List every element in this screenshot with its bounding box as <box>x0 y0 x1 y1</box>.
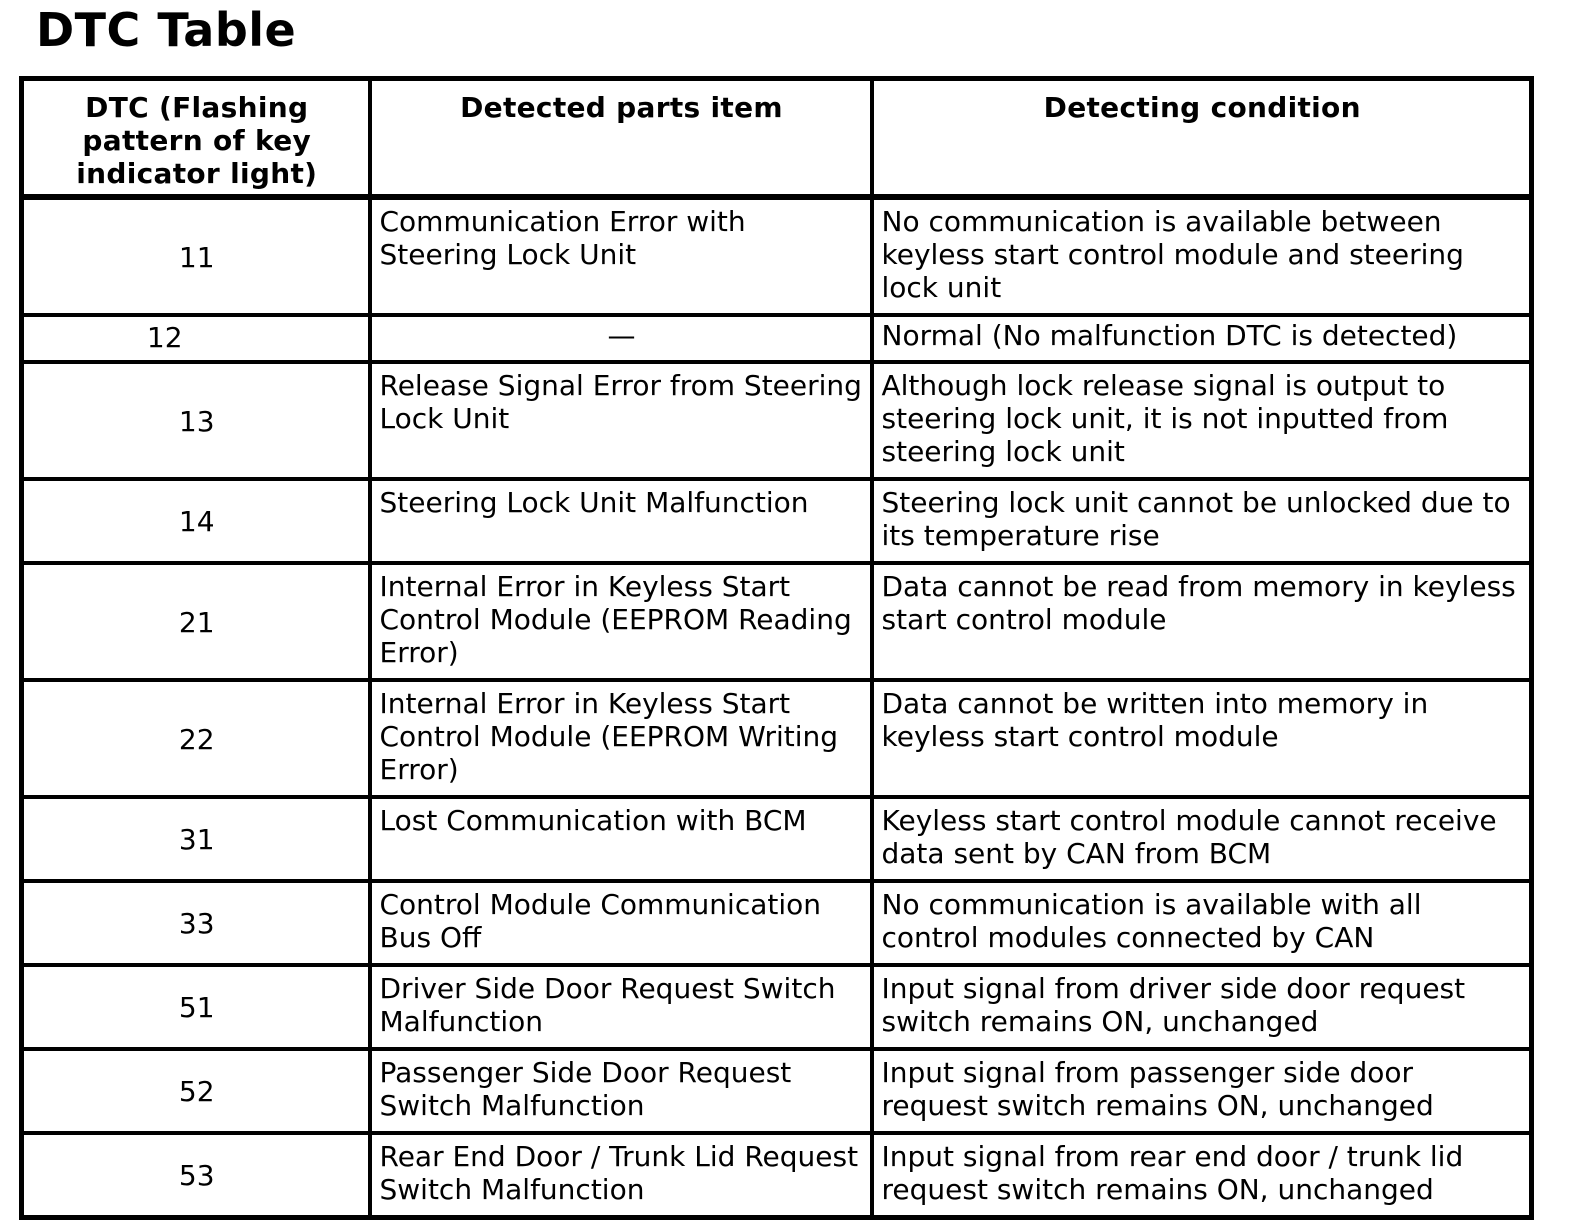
column-header-detecting-condition: Detecting condition <box>872 79 1532 198</box>
detecting-condition: Input signal from passenger side door request switch remains ON, unchanged <box>872 1049 1532 1133</box>
page-title: DTC Table <box>36 3 297 57</box>
detecting-condition: Data cannot be read from memory in keyless start control module <box>872 563 1532 680</box>
dtc-code: 11 <box>22 197 370 315</box>
detecting-condition: Keyless start control module cannot receive data sent by CAN from BCM <box>872 797 1532 881</box>
table-row <box>22 479 1532 563</box>
column-header-dtc: DTC (Flashing pattern of key indicator light) <box>22 79 370 198</box>
detected-parts-item: Steering Lock Unit Malfunction <box>370 479 872 563</box>
dtc-code: 14 <box>22 479 370 563</box>
dtc-code: 53 <box>22 1133 370 1218</box>
dtc-table <box>19 76 1534 1220</box>
detected-parts-item: Control Module Communication Bus Off <box>370 881 872 965</box>
detected-parts-item: Passenger Side Door Request Switch Malfunction <box>370 1049 872 1133</box>
detected-parts-item: Release Signal Error from Steering Lock Unit <box>370 362 872 479</box>
detecting-condition: Input signal from rear end door / trunk lid request switch remains ON, unchanged <box>872 1133 1532 1218</box>
dtc-code: 13 <box>22 362 370 479</box>
dtc-code: 51 <box>22 965 370 1049</box>
dtc-code: 31 <box>22 797 370 881</box>
table-row <box>22 680 1532 797</box>
detected-parts-item: Driver Side Door Request Switch Malfunction <box>370 965 872 1049</box>
detecting-condition: No communication is available between keyless start control module and steering lock unit <box>872 197 1532 315</box>
table-row <box>22 881 1532 965</box>
dtc-code: 12 <box>22 315 370 362</box>
detecting-condition: Normal (No malfunction DTC is detected) <box>872 315 1532 362</box>
table-row <box>22 197 1532 315</box>
table-row <box>22 965 1532 1049</box>
dtc-code: 22 <box>22 680 370 797</box>
table-header-row <box>22 79 1532 198</box>
table-row <box>22 563 1532 680</box>
table-row <box>22 797 1532 881</box>
dtc-code: 21 <box>22 563 370 680</box>
detecting-condition: Steering lock unit cannot be unlocked due to its temperature rise <box>872 479 1532 563</box>
table-row <box>22 1049 1532 1133</box>
column-header-detected-parts-item: Detected parts item <box>370 79 872 198</box>
detected-parts-item: — <box>370 315 872 362</box>
detecting-condition: Data cannot be written into memory in keyless start control module <box>872 680 1532 797</box>
detected-parts-item: Communication Error with Steering Lock Unit <box>370 197 872 315</box>
detecting-condition: Although lock release signal is output to steering lock unit, it is not inputted from steering lock unit <box>872 362 1532 479</box>
detected-parts-item: Lost Communication with BCM <box>370 797 872 881</box>
detected-parts-item: Internal Error in Keyless Start Control Module (EEPROM Reading Error) <box>370 563 872 680</box>
dtc-code: 52 <box>22 1049 370 1133</box>
detecting-condition: No communication is available with all control modules connected by CAN <box>872 881 1532 965</box>
table-row <box>22 315 1532 362</box>
dtc-code: 33 <box>22 881 370 965</box>
detected-parts-item: Rear End Door / Trunk Lid Request Switch Malfunction <box>370 1133 872 1218</box>
detected-parts-item: Internal Error in Keyless Start Control Module (EEPROM Writing Error) <box>370 680 872 797</box>
detecting-condition: Input signal from driver side door request switch remains ON, unchanged <box>872 965 1532 1049</box>
table-row <box>22 1133 1532 1218</box>
table-row <box>22 362 1532 479</box>
